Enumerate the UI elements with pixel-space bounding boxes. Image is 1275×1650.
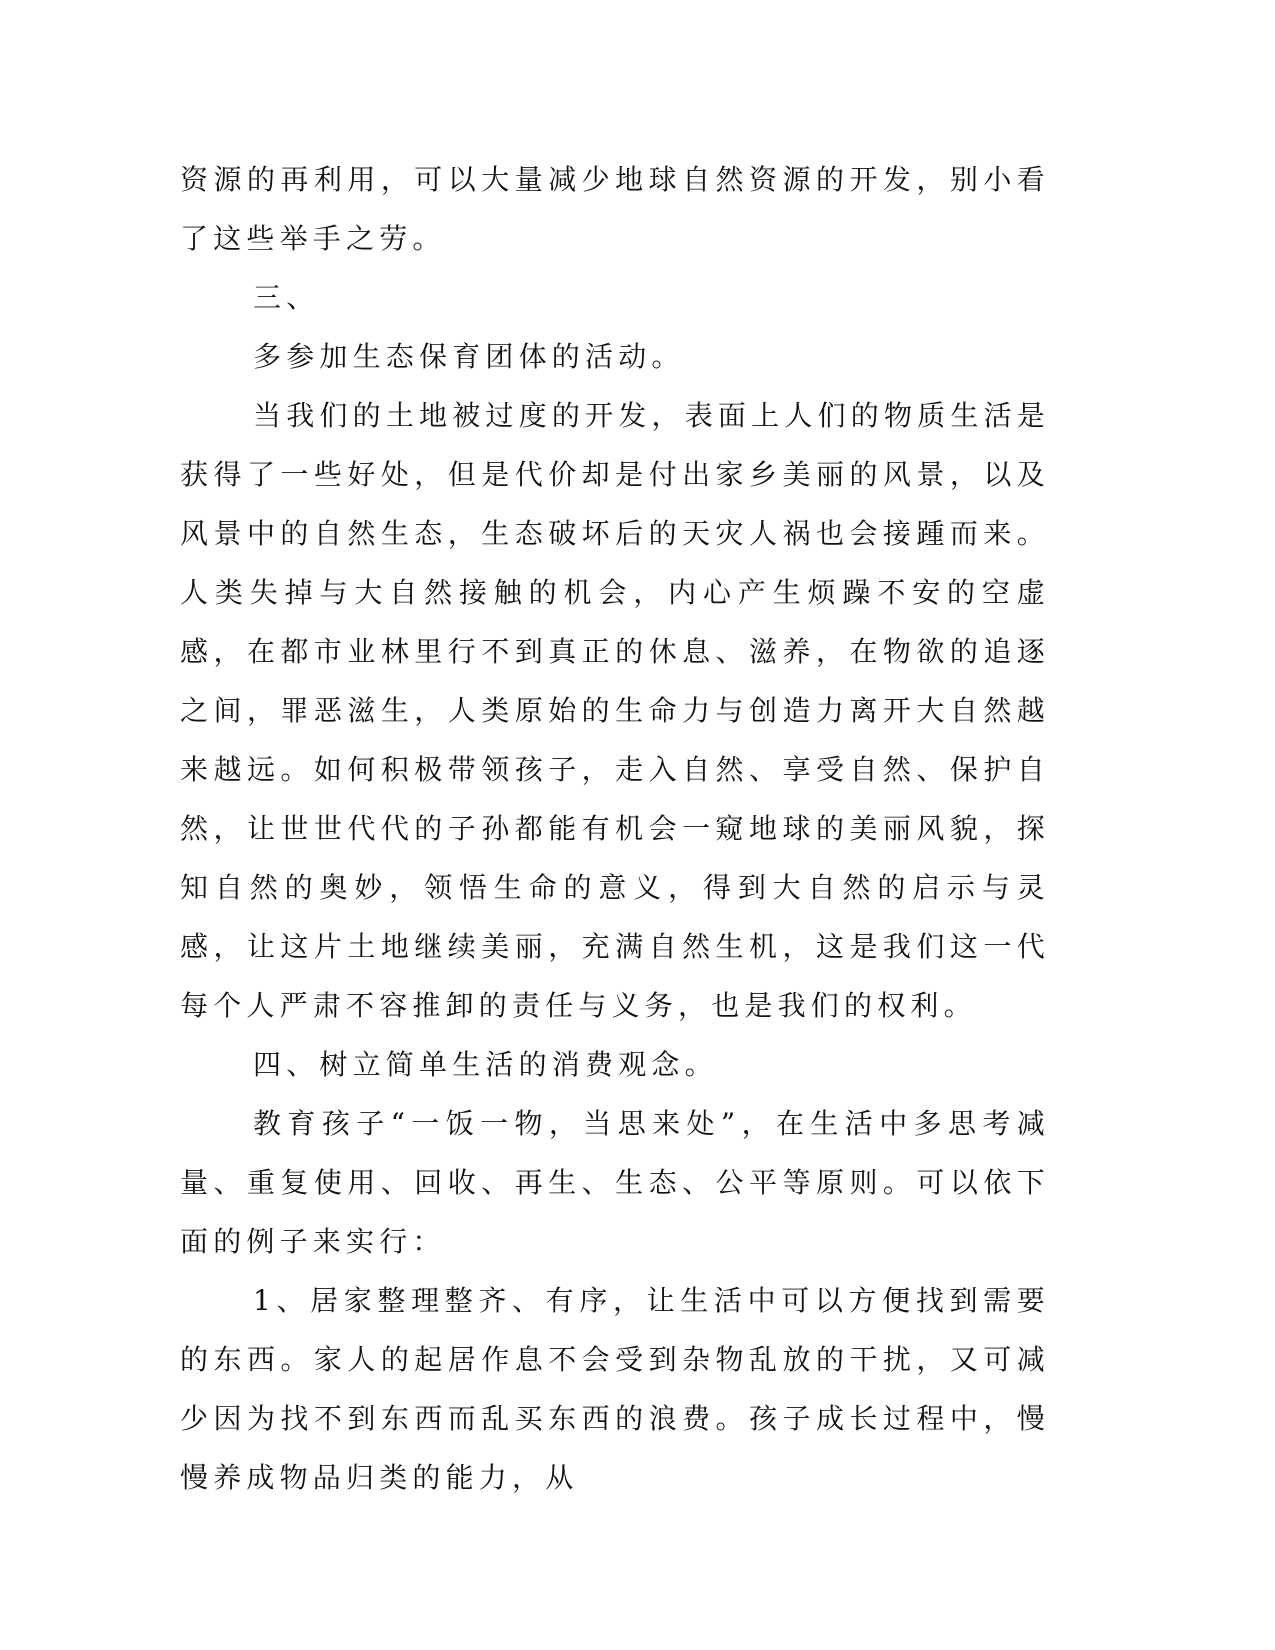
document-body: [180, 150, 1050, 1507]
paragraph-item-one: 1、居家整理整齐、有序，让生活中可以方便找到需要的东西。家人的起居作息不会受到杂物乱放的干扰，又可减少因为找不到东西而乱买东西的浪费。孩子成长过程中，慢慢养成物品归类的能力，从: [180, 1284, 1050, 1494]
section-three-number: 三、: [253, 281, 320, 314]
section-four-heading: 四、树立简单生活的消费观念。: [253, 1048, 718, 1081]
paragraph-educate-children: 教育孩子“一饭一物，当思来处”，在生活中多思考减量、重复使用、回收、再生、生态、公平等原则。可以依下面的例子来实行：: [180, 1107, 1050, 1258]
section-three-heading: 多参加生态保育团体的活动。: [253, 340, 685, 373]
paragraph-resource-reuse: 资源的再利用，可以大量减少地球自然资源的开发，别小看了这些举手之劳。: [180, 163, 1050, 255]
paragraph-land-development: 当我们的土地被过度的开发，表面上人们的物质生活是获得了一些好处，但是代价却是付出家乡美丽的风景，以及风景中的自然生态，生态破坏后的天灾人祸也会接踵而来。人类失掉与大自然接触的机会，内心产生烦躁不安的空虚感，在都市业林里行不到真正的休息、滋养，在物欲的追逐之间，罪恶滋生，人类原始的生命力与创造力离开大自然越来越远。如何积极带领孩子，走入自然、享受自然、保护自然，让世世代代的子孙都能有机会一窥地球的美丽风貌，探知自然的奥妙，领悟生命的意义，得到大自然的启示与灵感，让这片土地继续美丽，充满自然生机，这是我们这一代每个人严肃不容推卸的责任与义务，也是我们的权利。: [180, 399, 1050, 1022]
